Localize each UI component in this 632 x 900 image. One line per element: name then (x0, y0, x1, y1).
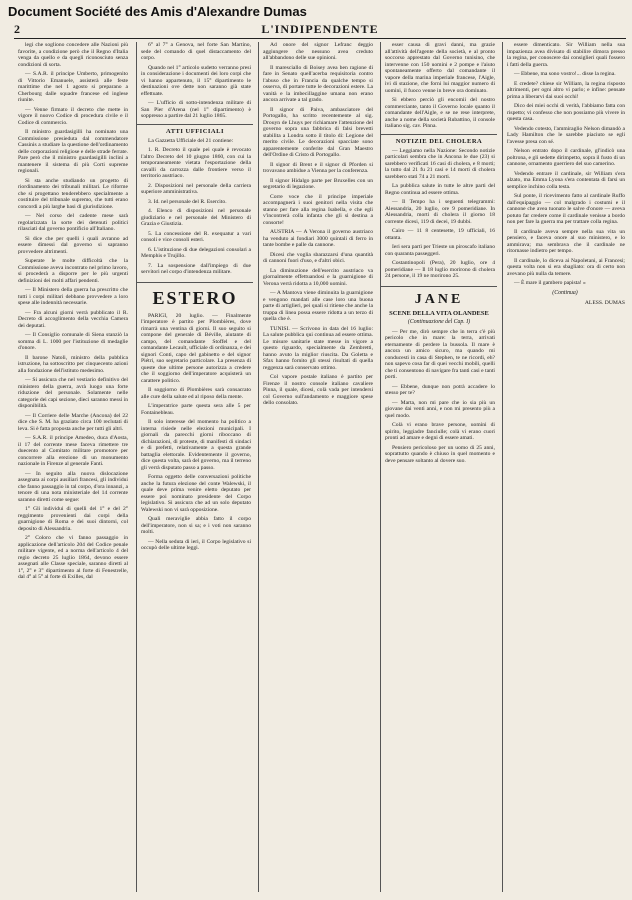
article-paragraph: 5. La concessione del R. exequatur a vari consoli e vice consoli esteri. (141, 230, 251, 243)
article-paragraph: — Marta, non mi pare che io sia più un giovane dai venti anni, e non mi presento più a quel modo. (385, 399, 495, 419)
article-paragraph: 4. Elenco di disposizioni nel personale giudiziario e nel personale del Ministero di Grazia e Giustizia. (141, 208, 251, 227)
article-paragraph: Col vapore postale italiano è partito per Firenze il nostro console italiano cavaliere Pinna, il quale, dicesi, colà vada per intendersi col Governo sull'andamento e maggiore spese dello consolato. (263, 374, 373, 406)
article-paragraph: Forma oggetto delle conversazioni politiche anche la futura elezione del conte Walewski, il quale deve prima venire eletto deputato per essere poi nominato presidente del Corpo legislativo. Si assicura che ad un solo deputato Walewski non vi sarà opposizione. (141, 474, 251, 513)
article-paragraph: TUNISI. — Scrivono in data del 16 luglio: La salute pubblica qui continua ad essere ottima. Le misure sanitarie state messe in vigore a questo riguardo, specialmente da Zembretti, hanno avuto la miglior riuscita. Da Goletta e Sfax hanno fornito gli stessi risultati di quella reggenza sarà conservato ottimo. (263, 325, 373, 371)
column-3 (258, 42, 375, 892)
article-paragraph: Nelson entrato dopo il cardinale, gl'indicò una poltrona, e gli sedette dirimpetto, sopra il fusto di un cannone, ornamento guerriero del suo camerino. (507, 148, 625, 167)
article-paragraph: Colà vi erano brave persone, uomini di spirito, leggiadre fanciulle; colà vi erano cuori pronti ad amare e degni di essere amati. (385, 422, 495, 441)
article-paragraph: La Gazzetta Ufficiale del 21 contiene: (148, 137, 234, 144)
article-paragraph: Corre voce che il principe imperiale accompagnerà i suoi genitori nella visita che stanno per fare alla regina Isabella, e che egli v'incontrerà colla infanta che gli si destina a consorte! (263, 193, 373, 226)
newspaper-page (14, 20, 626, 892)
article-paragraph: — Ebbene, ma sono vostro!... disse la regina. (514, 71, 616, 77)
article-paragraph: Il soggiorno di Plombières sarà consacrato alle cure della salute ed al riposo della mente. (141, 387, 251, 400)
article-paragraph: La pubblica salute in tutte le altre parti del Regno continua ad essere ottima. (385, 183, 495, 196)
section-heading: JANE (381, 286, 497, 308)
article-paragraph: — Il Corriere delle Marche (Ancona) del 22 dice che S. M. ha graziato circa 100 reclutati di leva. Si è fatta proposta anche per tutti gli altri. (18, 412, 128, 432)
column-5 (502, 42, 627, 892)
article-paragraph: — Il Consiglio comunale di Siena stanziò la somma di L. 1000 per l'istituzione di medaglie d'onore. (18, 332, 128, 351)
article-paragraph: Superate le molte difficoltà che la Commissione aveva incontrato nel primo lavoro, si procederà a disporre per le più urgenti definizioni dei molti affari pendenti. (18, 258, 128, 284)
article-paragraph: 2° Coloro che vi fanno passaggio in applicazione dell'articolo 204 del Codice penale militare vigente, ed a norma dell'articolo 4 del regio decreto 25 luglio 1864, devono essere assegnati alle Classe speciale, saranno diretti al 1°, 2° e 3° dipartimento al forte di Fenestrelle, dal 4° al 5° al forte di Exilles, dal (18, 535, 128, 580)
article-paragraph: — Leggiamo nella Nazione: Secondo notizie particolari sembra che in Ancona le due (23) si sarebbero verificati 16 casi di cholera, e 8 morti; la tutto dal 21 fu 21 casi e 14 morti di cholera sarebbero stati 74 a 21 morti. (385, 147, 495, 180)
article-paragraph: — S.A.R. il principe Umberto, primogenito di Vittorio Emanuele, assisterà alle feste marittime che nel 1 agosto si preparano a Cherbourg dalle squadre francese ed inglese riunite. (18, 71, 128, 103)
article-paragraph: PARIGI, 20 luglio. — Finalmente l'imperatore è partito per Plombières, dove rimarrà una ventina di giorni. Il suo seguito si compone del generale di Béville, aiutante di campo, del comandante Stoffel e del comandante Lecault, ufficiale di ordinanza, e dei signori Conti, capo del gabinetto e del signor Piétri, suo segretario particolare. La presenza di queste due ultime persone autorizza a credere che il soggiorno dell'imperatore acquisterà un carattere politico. (141, 312, 251, 384)
article-paragraph: Quando nel 1° articolo sudetto verranno presi in considerazione i documenti dei loro corpi che vi hanno appartenuto, il 15° dipartimento le destinazioni ove dette non saranno già state effettuate. (141, 64, 251, 97)
article-paragraph: 7. La sospensione dall'impiego di due servitori nel corpo d'intendenza militare. (141, 262, 251, 275)
article-paragraph: Il signor di Brent e il signor di Pforden si trovavano ambidue a Vienna per la conferenza. (263, 161, 373, 174)
page-header (14, 20, 626, 39)
article-paragraph: Il signor di Paiva, ambasciatore del Portogallo, ha scritto recentemente al sig. Drouyn de Lhuys per richiamare l'attenzione del governo sopra una fabbrica di falsi brevetti stabilita a Londra sotto il titolo di: Legione del merito civile. Le decorazioni spacciate sono apparentemente conferite dal Gran Maestro dell'Ordine di Cristo di Portogallo. (263, 106, 373, 158)
article-paragraph: — Per me, dirò sempre che in terra c'è più pericolo che in mare: la terra, arrivati eternamente di perdere la bussola. Il mare è ancora un amico sicuro, ma quando mi conducesti in casa di Stephen, te ne ricordi, eh? non sapevo cosa far di quei vecchi mobili, quelli che ti consentono di navigare fra tanti casi e tanti porti. (385, 328, 495, 380)
article-paragraph: — Nella seduta di ieri, il Corpo legislativo si occupò delle ultime leggi. (141, 538, 251, 551)
article-paragraph: Si sta anche studiando un progetto di riordinamento dei tribunali militari. Le riforme che si progettano tenderebbero specialmente a costituire del tribunale supremo, che tutti erano concordi a più larghe basi di giurisdizione. (18, 177, 128, 210)
article-paragraph: Costantinopoli (Pera), 20 luglio, ore 4 pomeridiane — Il 18 luglio morirono di cholera 24 persone, il 19 ne morirono 25. (385, 260, 495, 279)
masthead: L'INDIPENDENTE (261, 22, 379, 36)
section-heading: (Continuazione del Cap. I) (407, 318, 471, 325)
article-paragraph: — Si assicura che nel vestiario definitivo del ministero della guerra, avrà luogo una forte riduzione del personale. Solamente nelle categorie dei capi sezione, dieci saranno messi in disponibilità. (18, 377, 128, 409)
article-paragraph: — In seguito alla nuova dislocazione assegnata ai corpi ausiliari francesi, gli individui che fanno passaggio in tal corpo, d'ora innanzi, a tenore di una nota ministeriale del 14 corrente saranno diretti come segue: (18, 470, 128, 503)
article-paragraph: Quali meraviglie abbia fatto il corpo dell'imperatore, non si sa; e i voti non saranno molti. (141, 516, 251, 535)
page-number: 2 (14, 22, 20, 36)
section-heading: SCENE DELLA VITA OLANDESE (389, 309, 489, 317)
article-paragraph: 1° Gli individui di quelli del 1° e del 2° reggimento provenienti dai corpi della guarnigione di Roma e dei suoi dintorni, col deposito di Alessandria. (18, 506, 128, 532)
author-signature: ALESS. DUMAS (584, 299, 625, 306)
article-paragraph: Pensiero pericoloso per un uomo di 25 anni, soprattutto quando è chiuso in quel momento e deve pensare soltanto al dovere suo. (385, 444, 495, 464)
article-paragraph: — Venne firmato il decreto che mette in vigore il nuovo Codice di procedura civile e il Codice di commercio. (18, 106, 128, 126)
article-paragraph: Ad onore del signor Lefranc deggio aggiungere che nessuno avea creduto all'abbandono delle sue opinioni. (263, 42, 373, 61)
article-paragraph: AUSTRIA — A Verona il governo austriaco ha venduto ai fondiari 3000 quintali di ferro in tante bombe e palle da cannone. (263, 229, 373, 248)
section-heading: (Continua) (552, 289, 578, 296)
article-paragraph: Il maresciallo di Boisey avea ben ragione di fare in Senato quell'acerba requisitoria contro l'abuso che in Francia da qualche tempo si osserva, di portare tutte le decorazioni estere. La vanità e la imbecillaggine umana non erano ancora arrivate a tal grado. (263, 64, 373, 103)
article-paragraph: essere dimenticato. Sir William nella sua impazienza avea divisato di stabilire dimora presso la regina, per conoscere dai consiglieri quali fossero i fatti della guerra. (507, 42, 625, 68)
article-paragraph: 6. L'istituzione di due delegazioni consolari a Memphis e Trujillo. (141, 246, 251, 259)
article-paragraph: Dicesi che voglia sbarazzarsi d'una quantità di cannoni fuori d'uso, e d'altri obici. (263, 251, 373, 264)
article-paragraph: Il cardinale aveva sempre nella sua vita un pensiero, e faceva onore al suo ministero, e lo ammirava; ma sembrava che il cardinale ne ritornasse indietro per tempo. (507, 228, 625, 254)
article-paragraph: Si dice che per quelli i quali avranno ad essere dimessi dal governo si sapranno provvedere altrimenti. (18, 235, 128, 255)
article-paragraph: 1. R. Decreto il quale pei quale è revocato l'altro Decreto del 10 giugno 1860, con cui la temporaneamente vietata l'esportazione della cavalli da carrozza dalle frontiere verso il territorio austriaco. (141, 147, 251, 179)
article-paragraph: Cairo — 11 8 centesette, 19 ufficiali, 16 ottanta. (385, 228, 495, 241)
article-paragraph: Il solo interesse del momento ha politico a interna risiede nelle elezioni municipali. I giornali da parecchi giorni riboccano di dichiarazioni, di proteste, di manifesti di sindaci e di prefetti, relativamente a questa grande battaglia elettorale. Evidentemente il governo, dice questa volta, sarà del governo, ma il terreno gli verrà disputato passo a passo. (141, 419, 251, 471)
article-paragraph: 2. Disposizioni nel personale della carriera superiore amministrativa. (141, 182, 251, 195)
article-paragraph: Il barone Natoli, ministro della pubblica istruzione, ha sottoscritto per cinquecento azioni alla fondazione dell'istituto medesimo. (18, 354, 128, 374)
article-paragraph: — È mare il gambero papista! » (514, 280, 586, 286)
watermark: Document Société des Amis d'Alexandre Dumas (8, 4, 307, 19)
article-paragraph: Vedendo entrare il cardinale, sir William s'era alzato, ma Emma Lyona s'era contentata di farsi un semplice inchino colla testa. (507, 170, 625, 190)
article-paragraph: Vedendo cotesto, l'ammiraglio Nelson dimandò a Lady Hamilton che le sarebbe piaciuto se egli l'avesse presa con sé. (507, 125, 625, 145)
section-heading: ATTI UFFICIALI (137, 124, 253, 135)
article-paragraph: 3. Id. nel personale del R. Esercito. (148, 198, 227, 205)
article-paragraph: Ieri sera partì per Trieste un piroscafo italiano con quaranta passeggeri. (385, 244, 495, 257)
article-paragraph: legi che sogliono concedere alle Nazioni più favorite, a condizione però che il Regno d'Italia venga da quello e da quegli riconosciuto senza condizioni di sorta. (18, 42, 128, 68)
article-paragraph: — L'ufficio di sotto-intendenza militare di San Pier d'Arena (nel 1° dipartimento) è soppresso a partire dal 21 luglio 1865. (141, 100, 251, 119)
article-paragraph: 6° al 7° a Genova, nel forte San Martino, sede del comando di quel distaccamento del corpo. (141, 42, 251, 61)
columns (14, 42, 626, 892)
article-paragraph: E credete? chiese sir William, la regina risposto altrimenti, per ogni altro vi parlo; e infine: pensate prima a liberarvi dai suoi occhi! (507, 80, 625, 100)
article-paragraph: — Il Ministero della guerra ha prescritto che tutti i corpi militari debbano provvedere a loro spese alle indennità necessarie. (18, 287, 128, 306)
article-paragraph: — A Mantova viene diminuita la guarnigione e vengono mandati alle case loro una buona parte di artiglieri, pei quali si ritiene che anche la truppa di linea possa essere ridotta a un terzo di quella che è. (263, 290, 373, 322)
column-1 (14, 42, 130, 892)
article-paragraph: esser causa di gravi danni, ma grazie all'attività dell'agente della società, e al pronto soccorso apprestato dal Governo tunisino, che intervenne con 150 uomini e 2 pompe e l'aiuto spontaneamente offerto dal comandante il vapore della marina imperiale francese, l'Aigle, ivi di stazione, che forni lui maggior numero di uomini, il fuoco venne in breve ora dominato. (385, 42, 495, 94)
article-paragraph: L'imperatrice parte questa sera alle 5 per Fontainebleau. (141, 403, 251, 416)
article-paragraph: Il signor Hidalgo parte per Bruxelles con un segretario di legazione. (263, 177, 373, 190)
article-paragraph: Il cardinale, lo diceva ai Napoletani, ai Francesi; questa volta non si era sbagliato: ora di certo non avevano più nulla da temere. (507, 257, 625, 277)
article-paragraph: La diminuzione dell'esercito austriaco va giornalmente effettuandosi e la guarnigione di Verona verrà ridotta a 10,000 uomini. (263, 267, 373, 287)
article-paragraph: Dico dei miei occhi di verità, l'abbiamo fatta con rispetto; vi confesso che non possiamo più vivere in questa casa. (507, 103, 625, 122)
article-paragraph: — Fra alcuni giorni verrà pubblicato il R. Decreto di accoglimento della vecchia Camera dei deputati. (18, 309, 128, 329)
column-4 (380, 42, 497, 892)
column-2 (136, 42, 253, 892)
section-heading: ESTERO (137, 282, 253, 309)
article-paragraph: — S.A.R. il principe Amedeo, duca d'Aosta, il 17 del corrente mese faceva rimettere tre duecento al Comitato militare promotore per concorrere alla erezione di un monumento nazionale in Firenze al generale Fanti. (18, 435, 128, 467)
section-heading: NOTIZIE DEL CHOLERA (381, 134, 497, 145)
article-paragraph: Si ebbero perciò gli encomii del nostro commerciante, tanto il Governo locale quanto il comandante dell'Aigle, e se ne rese interprete, anche a nome della società Rubattino, il console italiano sig. cav. Pinna. (385, 97, 495, 129)
article-paragraph: — Nel corso del cadente mese sarà regolarizzata la sorte dei detenuti politici rilasciati dal governo pontificio all'Italiano. (18, 213, 128, 232)
article-paragraph: — Il Tempo ha i seguenti telegrammi: Alessandria, 20 luglio, ore 9 pomeridiane. In Alessandria, morti di cholera il giorno 18 corrente dicesi, 119 di decei, 19 dubbi. (385, 199, 495, 225)
article-paragraph: Sul ponte, il ricevimento fatto al cardinale Ruffo dall'equipaggio — col malgrado i costumi e il cannone che avea tuonato le salve d'onore — aveva potuto far credere come il cardinale venisse a bordo non per fare la guerra ma per trattare colla regina. (507, 193, 625, 225)
article-paragraph: Il ministro guardasigilli ha nominato una Commissione presieduta dal commendatore Cassinis a studiare la questione dell'ordinamento delle corporazioni religiose e delle strade ferrate. Pare però che il ministro guardasigilli inclini a mantenere il sistema di più Corti supreme regionali. (18, 129, 128, 174)
article-paragraph: — Ebbene, dunque non potrà accadere lo stesso per te? (385, 383, 495, 396)
